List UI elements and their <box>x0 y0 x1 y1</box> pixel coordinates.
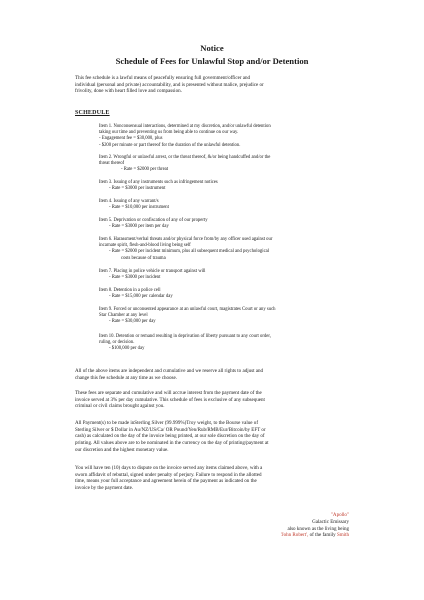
item-text: ruling, or decision. <box>99 340 135 346</box>
signature-person: 'John Robert', <box>280 532 309 539</box>
payment-paragraph <box>75 420 365 454</box>
schedule-item <box>99 180 367 192</box>
schedule-item <box>99 124 367 149</box>
item-text: Item 7. Placing in police vehicle or transport against will <box>99 269 206 274</box>
schedule-item <box>99 155 367 174</box>
item-text: Item 2. Wrongful or unlawful arrest, or the threat thereof, &/or being handcuffed and/or the <box>99 155 271 160</box>
intro-line: individual (personal and private) accountability, and is presented without malice, prejudice or <box>75 81 264 88</box>
interest-paragraph <box>75 390 365 410</box>
paragraph-line: cash) as calculated on the day of the invoice being printed, at our sole discretion on the day of <box>75 433 265 440</box>
intro-line: frivolity, done with heart filled love and compassion. <box>75 88 182 95</box>
rights-paragraph <box>75 368 365 381</box>
notice-subtitle: Schedule of Fees for Unlawful Stop and/or Detention <box>115 56 309 66</box>
signature-block <box>281 512 349 539</box>
paragraph-line: Sterling Silver or $ Dollar in Au/NZ/US/Ca/ OR Pound/Yen/Rub/RMB/Eur/Bitcoin/by EFT or <box>75 426 266 433</box>
signature-family-prefix: of the family <box>308 532 337 539</box>
item-text: Item 3. Issuing of any instruments such as infringement notices <box>99 180 218 185</box>
paragraph-line: time, means your full acceptance and agreement herein of the payment as indicated on the <box>75 478 257 485</box>
item-rate: - $100,000 per day <box>109 346 145 352</box>
paragraph-line: All of the above items are independent and cumulative and we reserve all rights to adjust and <box>75 368 264 374</box>
dispute-paragraph <box>75 465 365 492</box>
paragraph-line: invoice served at 3% per day cumulative. This schedule of fees is exclusive of any subsequent <box>75 396 265 403</box>
signature-name: "Apollo" <box>330 512 349 518</box>
schedule-item <box>99 199 367 211</box>
item-rate: - Rate = $3000 per instrument <box>109 186 166 192</box>
signature-family: Smith <box>336 532 349 539</box>
paragraph-line: All Payment(s) to be made inSterling Silver (99.999%)Troy weight, to the Bourse value of <box>75 420 259 426</box>
item-text: Item 4. Issuing of any warrant/s <box>99 199 159 204</box>
item-rate: - Rate = $30,000 per day <box>109 319 156 325</box>
intro-paragraph <box>75 75 365 95</box>
signature-aka: also known as the living being <box>287 525 349 532</box>
schedule-item <box>99 307 367 326</box>
item-text: incarnate spirit, flesh-and-blood living being self <box>99 243 191 249</box>
schedule-item <box>99 334 367 353</box>
paragraph-line: our discretion and the highest monetary value. <box>75 446 169 453</box>
item-rate: - Rate = $10,000 per instrument <box>109 205 169 211</box>
item-text: Item 10. Detention or remand resulting in deprivation of liberty pursuant to any court order, <box>99 334 271 339</box>
schedule-item <box>99 288 367 300</box>
item-rate: - Rate = $2000 per incident minimum, plus all subsequent medical and psychological <box>109 249 270 255</box>
schedule-item <box>99 218 367 230</box>
item-rate: - Rate = $2000 per threat <box>121 167 169 173</box>
schedule-item <box>99 269 367 281</box>
paragraph-line: These fees are separate and cumulative and will accrue interest from the payment date of the <box>75 390 262 396</box>
paragraph-line: criminal or civil claims brought against you. <box>75 403 165 410</box>
item-rate: - Rate = $3000 per incident <box>109 275 161 281</box>
item-text: Item 1. Nonconsensual interactions, determined at my discretion, and/or unlawful detention <box>99 124 271 129</box>
intro-line: This fee schedule is a lawful means of peacefully ensuring full government/officer and <box>75 75 251 81</box>
signature-person-line <box>281 532 349 539</box>
item-fee: - Engagement fee = $30,000, plus <box>99 136 163 142</box>
schedule-heading: SCHEDULE <box>75 110 110 116</box>
paragraph-line: change this fee schedule at any time as we choose. <box>75 374 178 381</box>
item-text: threat thereof <box>99 161 125 167</box>
item-text: taking our time and preventing us from being able to continue on our way. <box>99 130 239 136</box>
item-text: Item 5. Deprivation or confiscation of any of our property <box>99 218 208 223</box>
notice-title: Notice <box>200 43 224 53</box>
item-rate: - Rate = $3000 per item per day <box>109 224 169 230</box>
schedule-item <box>99 237 367 262</box>
paragraph-line: You will have ten (10) days to dispute on the invoice served any items claimed above, with a <box>75 465 263 471</box>
paragraph-line: sworn affidavit of rebuttal, signed under penalty of perjury. Failure to respond in the allotted <box>75 471 262 478</box>
item-text: Item 9. Forced or unconsented appearance at an unlawful court, magistrates Court or any such <box>99 307 276 312</box>
paragraph-line: printing. All values above are to be nominated in the currency on the day of printing/payment at <box>75 440 269 447</box>
item-fee: - $200 per minute or part thereof for the duration of the unlawful detention. <box>99 142 241 148</box>
item-rate: - Rate = $15,000 per calendar day <box>109 294 173 300</box>
item-text: Item 8. Detention in a police cell <box>99 288 161 293</box>
item-text: Item 6. Harassment/verbal threats and/or physical force from/by any officer used against our <box>99 237 273 242</box>
signature-title: Galactic Emissary <box>312 518 349 525</box>
paragraph-line: invoice by the payment date. <box>75 485 134 492</box>
item-text: Star Chamber at any level <box>99 313 148 319</box>
item-rate: costs because of trauma <box>121 255 166 261</box>
